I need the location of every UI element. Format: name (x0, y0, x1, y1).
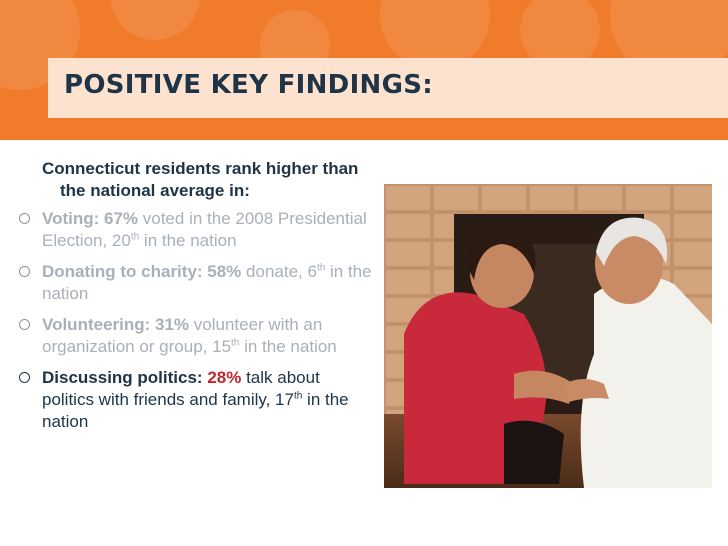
finding-tail: in the nation (42, 390, 349, 431)
circle-bullet-icon (19, 319, 30, 330)
ordinal-suffix: th (316, 262, 326, 274)
list-item (12, 261, 372, 305)
circle-bullet-icon (19, 213, 30, 224)
ordinal-suffix: th (231, 337, 240, 349)
circle-bullet-icon (19, 372, 30, 383)
finding-key: Volunteering: 31% (42, 315, 190, 334)
ordinal-suffix: th (130, 231, 140, 243)
man-white-shirt (581, 276, 712, 488)
findings-list (42, 208, 372, 433)
couple-photo (384, 184, 712, 488)
black-cat (504, 421, 564, 484)
finding-key: Donating to charity: 58% (42, 262, 242, 281)
finding-key: Voting: 67% (42, 209, 139, 228)
list-item (12, 208, 372, 252)
list-item (12, 314, 372, 358)
finding-tail: in the nation (42, 262, 372, 303)
list-item (12, 367, 372, 433)
finding-tail: in the nation (239, 337, 337, 356)
findings-content (42, 158, 372, 442)
finding-text: voted in the 2008 Presidential Election, 20 (42, 209, 367, 250)
finding-tail: in the nation (139, 231, 237, 250)
decorative-circle (110, 0, 200, 40)
slide-title: POSITIVE KEY FINDINGS: (64, 70, 433, 100)
ordinal-suffix: th (293, 390, 303, 402)
circle-bullet-icon (19, 266, 30, 277)
intro-text: Connecticut residents rank higher than the national average in: (42, 159, 359, 200)
highlight-value: 28% (207, 368, 242, 387)
finding-key: Discussing politics: (42, 368, 203, 387)
photo-illustration (384, 184, 712, 488)
finding-text: donate, 6 (241, 262, 317, 281)
finding-text: talk about politics with friends and family, 17 (42, 368, 320, 409)
finding-text: volunteer with an organization or group, 15 (42, 315, 323, 356)
